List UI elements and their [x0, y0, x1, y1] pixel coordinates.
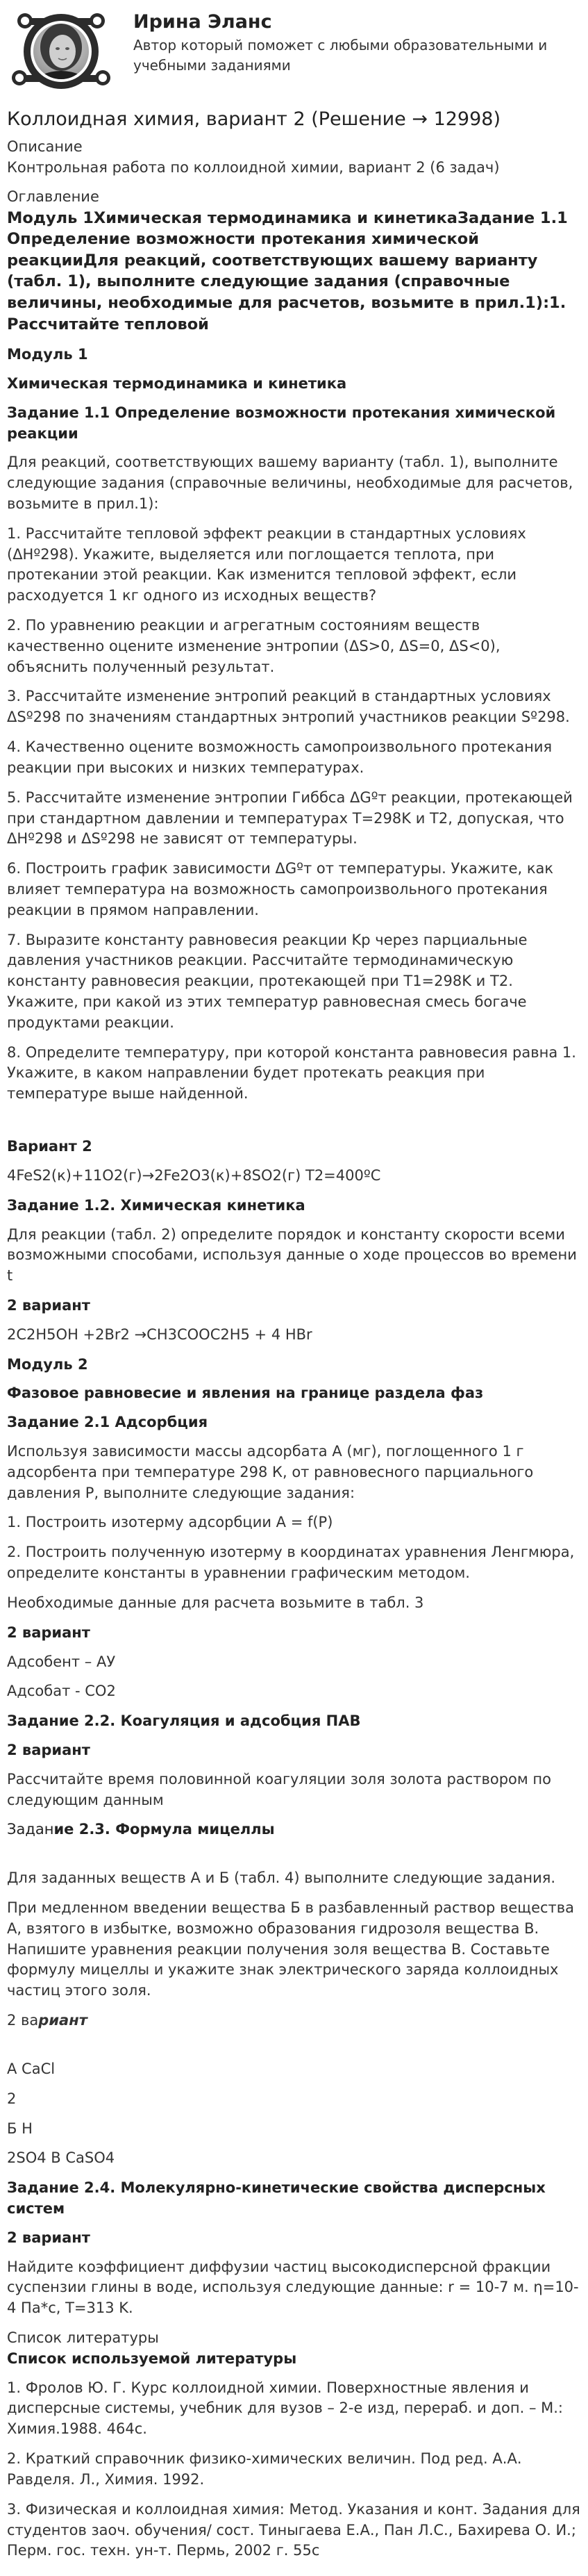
description-label: Описание: [7, 138, 83, 156]
task23-variant-part-b: риант: [38, 2012, 87, 2029]
author-card: [7, 8, 581, 92]
module2-title: Фазовое равновесие и явления на границе раздела фаз: [7, 1385, 484, 1402]
module1-title: Химическая термодинамика и кинетика: [7, 374, 347, 392]
task24-text: Найдите коэффициент диффузии частиц высокодисперсной фракции суспензии глины в воде, используя следующие данные: r = 10-7 м. η=10-4 Па*с, T=313 K.: [7, 2258, 579, 2317]
author-description: Автор который поможет с любыми образовательными и учебными заданиями: [133, 37, 548, 74]
task11-item: 5. Рассчитайте изменение энтропии Гиббса ΔGºт реакции, протекающей при стандартном давлении и температурах T=298K и T2, допуская, что ΔHº298 и ΔSº298 не зависят от температуры.: [7, 789, 573, 848]
task12-text: Для реакции (табл. 2) определите порядок и константу скорости всеми возможными способами, используя данные о ходе процессов во времени t: [7, 1225, 577, 1285]
task23-title: [7, 1819, 581, 1840]
task24-variant-label: 2 вариант: [7, 2229, 90, 2246]
reference-item: 1. Фролов Ю. Г. Курс коллоидной химии. Поверхностные явления и дисперсные системы, учебник для вузов – 2-е изд, перераб. и доп. – М.: Химия.1988. 464с.: [7, 2379, 563, 2438]
task12-reaction: 2C2H5OH +2Br2 →CH3COOC2H5 + 4 HBr: [7, 1326, 312, 1343]
task23-text: При медленном введении вещества Б в разбавленный раствор вещества А, взятого в избытке, возможно образования гидрозоля вещества В. Напишите уравнения реакции получения золя вещества В. Составьте формулу мицеллы и укажите знак электрического заряда коллоидных частиц этого золя.: [7, 1899, 575, 1999]
task12-title: Задание 1.2. Химическая кинетика: [7, 1196, 305, 1214]
task21-note: Необходимые данные для расчета возьмите в табл. 3: [7, 1594, 424, 1611]
task21-item: 1. Построить изотерму адсорбции А = f(P): [7, 1514, 333, 1531]
task23-title-part-b: ие 2.3. Формула мицеллы: [53, 1821, 275, 1838]
task21-adsorbent: Адсобент – АУ: [7, 1653, 116, 1670]
task11-item: 1. Рассчитайте тепловой эффект реакции в стандартных условиях (ΔHº298). Укажите, выделяется или поглощается теплота, при протекании этой реакции. Как изменится тепловой эффект, если расходуется 1 кг одного из исходных веществ?: [7, 525, 526, 604]
variant2-reaction: 4FeS2(к)+11O2(г)→2Fe2O3(к)+8SO2(г) T2=400ºC: [7, 1166, 381, 1184]
task11-item: 6. Построить график зависимости ΔGºт от температуры. Укажите, как влияет температура на возможность самопроизвольного протекания реакции в прямом направлении.: [7, 860, 554, 918]
description-text: Контрольная работа по коллоидной химии, вариант 2 (6 задач): [7, 158, 500, 176]
work-title: Коллоидная химия, вариант 2 (Решение → 12998): [7, 108, 501, 130]
task11-item: 4. Качественно оцените возможность самопроизвольного протекания реакции при высоких и низких температурах.: [7, 738, 553, 776]
reference-item: 3. Физическая и коллоидная химия: Метод. Указания и конт. Задания для студентов заоч. обучения/ сост. Тиныгаева Е.А., Пан Л.С., Бахирева О. И.; Перм. гос. техн. ун-т. Пермь, 2002 г. 55с: [7, 2500, 580, 2559]
module2-heading: Модуль 2: [7, 1355, 88, 1373]
task11-title: Задание 1.1 Определение возможности протекания химической реакции: [7, 404, 556, 442]
task11-item: 3. Рассчитайте изменение энтропий реакций в стандартных условиях ΔSº298 по значениям стандартных энтропий участников реакции Sº298.: [7, 688, 570, 726]
module1-heading: Модуль 1: [7, 346, 88, 363]
task11-item: 2. По уравнению реакции и агрегатным состояниям веществ качественно оцените изменение энтропии (ΔS>0, ΔS=0, ΔS<0), объяснить полученный результат.: [7, 617, 501, 675]
task11-item: 7. Выразите константу равновесия реакции Kp через парциальные давления участников реакции. Рассчитайте термодинамическую константу равновесия реакции, протекающей при T1=298K и T2. Укажите, при какой из этих температур равновесная смесь богаче продуктами реакции.: [7, 931, 528, 1031]
task23-title-part-a: Задан: [7, 1821, 54, 1838]
task23-line: 2SO4 В CaSO4: [7, 2149, 115, 2167]
task21-item: 2. Построить полученную изотерму в координатах уравнения Ленгмюра, определите константы в уравнении графическим методом.: [7, 1544, 575, 1582]
task11-item: 8. Определите температуру, при которой константа равновесия равна 1. Укажите, в каком направлении будет протекать реакция при температуре выше найденной.: [7, 1043, 576, 1103]
task23-variant-part-a: 2 ва: [7, 2012, 39, 2029]
task23-variant-label: [7, 2011, 581, 2031]
task23-line: А CaCl: [7, 2060, 56, 2077]
author-name[interactable]: Ирина Эланс: [133, 11, 272, 33]
references-label: Список литературы: [7, 2329, 159, 2347]
task11-intro: Для реакций, соответствующих вашему варианту (табл. 1), выполните следующие задания (справочные величины, необходимые для расчетов, возьмите в прил.1):: [7, 454, 573, 512]
avatar-badge-icon: [7, 8, 111, 92]
variant2-label: Вариант 2: [7, 1138, 92, 1155]
task22-text: Рассчитайте время половинной коагуляции золя золота раствором по следующим данным: [7, 1770, 552, 1808]
toc-text: Модуль 1Химическая термодинамика и кинетикаЗадание 1.1 Определение возможности протекания химической реакцииДля реакций, соответствующих вашему варианту (табл. 1), выполните следующие задания (справочные величины, необходимые для расчетов, возьмите в прил.1):1. Рассчитайте тепловой: [7, 208, 568, 333]
task23-intro: Для заданных веществ А и Б (табл. 4) выполните следующие задания.: [7, 1869, 556, 1887]
references-title: Список используемой литературы: [7, 2350, 297, 2367]
author-info: [133, 8, 581, 76]
avatar: [7, 8, 111, 92]
task21-variant-label: 2 вариант: [7, 1624, 90, 1641]
toc-label: Оглавление: [7, 188, 99, 205]
task21-title: Задание 2.1 Адсорбция: [7, 1414, 208, 1431]
task24-title: Задание 2.4. Молекулярно-кинетические свойства дисперсных систем: [7, 2179, 546, 2217]
task21-text: Используя зависимости массы адсорбата А (мг), поглощенного 1 г адсорбента при температуре 298 К, от равновесного парциального давления Р, выполните следующие задания:: [7, 1443, 534, 1501]
task23-line: Б Н: [7, 2120, 33, 2137]
task12-variant-label: 2 вариант: [7, 1296, 90, 1314]
task23-line: 2: [7, 2090, 17, 2107]
task21-adsorbate: Адсобат - CO2: [7, 1683, 116, 1700]
reference-item: 2. Краткий справочник физико-химических величин. Под ред. А.А. Равделя. Л., Химия. 1992.: [7, 2450, 522, 2488]
task22-title: Задание 2.2. Коагуляция и адсобция ПАВ: [7, 1712, 361, 1730]
task22-variant-label: 2 вариант: [7, 1741, 90, 1758]
